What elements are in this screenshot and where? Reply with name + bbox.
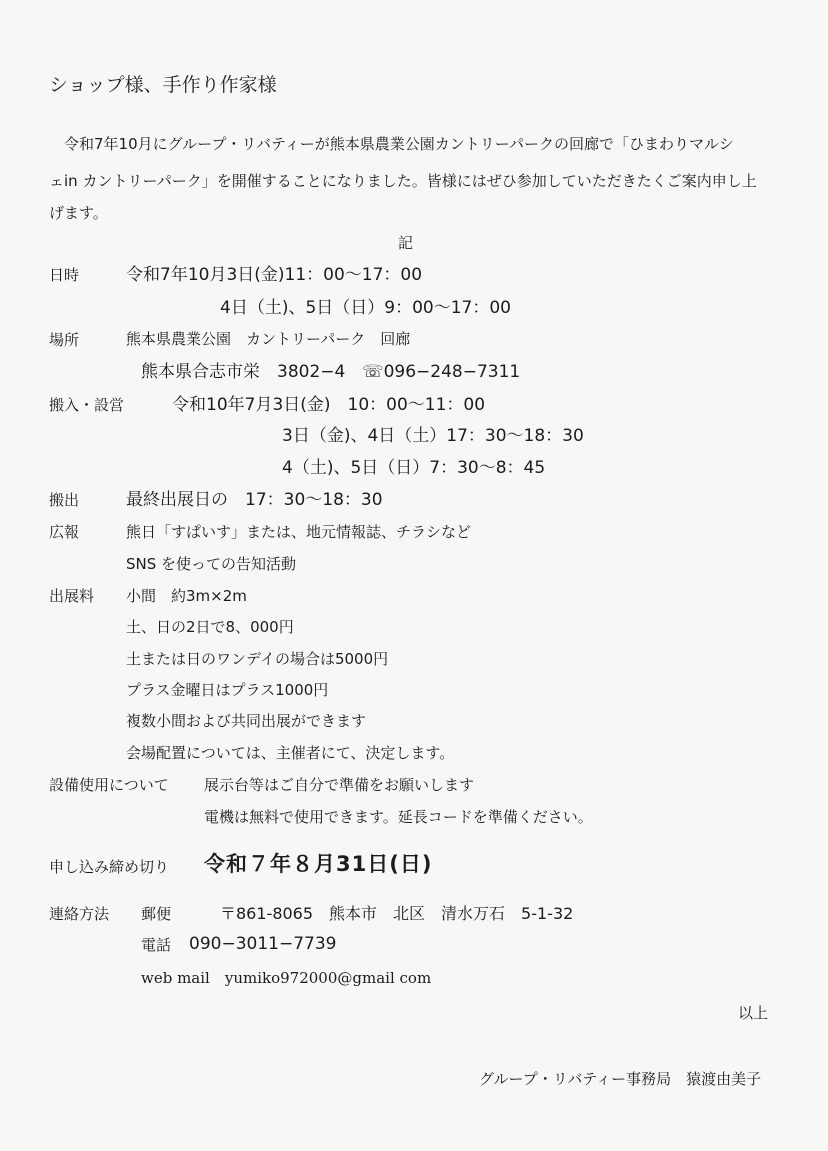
intro-line-2: ェin カントリーパーク」を開催することになりました。皆様にはぜひ参加していただきたくご案内申し上 <box>49 172 757 190</box>
fee-label: 出展料 <box>49 587 95 605</box>
contact-web-mail: web mail yumiko972000@gmail com <box>141 969 432 987</box>
setup-line-2: 3日（金)、4日（土）17：30〜18：30 <box>282 426 584 446</box>
equipment-label: 設備使用について <box>49 776 169 794</box>
contact-mail-label: 郵便 <box>141 905 172 923</box>
equipment-line-2: 電機は無料で使用できます。延長コードを準備ください。 <box>204 808 593 826</box>
intro-line-3: げます。 <box>49 204 108 222</box>
intro-line-1: 令和7年10月にグループ・リバティーが熊本県農業公園カントリーパークの回廊で「ひまわりマルシ <box>64 135 734 153</box>
date-label: 日時 <box>49 266 80 284</box>
deadline-value: 令和７年８月31日(日) <box>204 852 433 876</box>
heading: ショップ様、手作り作家様 <box>49 74 277 96</box>
signature: グループ・リバティー事務局 猿渡由美子 <box>479 1070 762 1088</box>
fee-line-4: プラス金曜日はプラス1000円 <box>126 681 329 699</box>
contact-phone-value: 090−3011−7739 <box>189 934 337 954</box>
teardown-line-1: 最終出展日の 17：30〜18：30 <box>126 490 383 510</box>
fee-line-3: 土または日のワンデイの場合は5000円 <box>126 650 389 668</box>
contact-phone-label: 電話 <box>141 936 172 954</box>
fee-line-2: 土、日の2日で8、000円 <box>126 618 294 636</box>
equipment-line-1: 展示台等はご自分で準備をお願いします <box>204 776 475 794</box>
setup-line-1: 令和10年7月3日(金) 10：00〜11：00 <box>172 395 486 415</box>
teardown-label: 搬出 <box>49 491 80 509</box>
place-label: 場所 <box>49 331 80 349</box>
contact-mail-value: 〒861-8065 熊本市 北区 清水万石 5-1-32 <box>220 904 574 923</box>
pr-label: 広報 <box>49 523 80 541</box>
ki-mark: 記 <box>398 234 414 252</box>
closing-text: 以上 <box>738 1004 769 1022</box>
pr-line-1: 熊日「すぱいす」または、地元情報誌、チラシなど <box>126 523 472 541</box>
place-line-2: 熊本県合志市栄 3802−4 ☏096−248−7311 <box>141 362 521 382</box>
contact-label: 連絡方法 <box>49 905 110 923</box>
date-line-1: 令和7年10月3日(金)11：00〜17：00 <box>126 265 423 285</box>
fee-line-1: 小間 約3m×2m <box>126 587 247 605</box>
deadline-label: 申し込み締め切り <box>49 858 170 876</box>
setup-label: 搬入・設営 <box>49 396 125 414</box>
pr-line-2: SNS を使っての告知活動 <box>126 555 297 573</box>
setup-line-3: 4（土)、5日（日）7：30〜8：45 <box>282 458 546 478</box>
fee-line-5: 複数小間および共同出展ができます <box>126 712 367 730</box>
fee-line-6: 会場配置については、主催者にて、決定します。 <box>126 744 455 762</box>
place-line-1: 熊本県農業公園 カントリーパーク 回廊 <box>126 330 411 348</box>
date-line-2: 4日（土)、5日（日）9：00〜17：00 <box>220 298 511 318</box>
